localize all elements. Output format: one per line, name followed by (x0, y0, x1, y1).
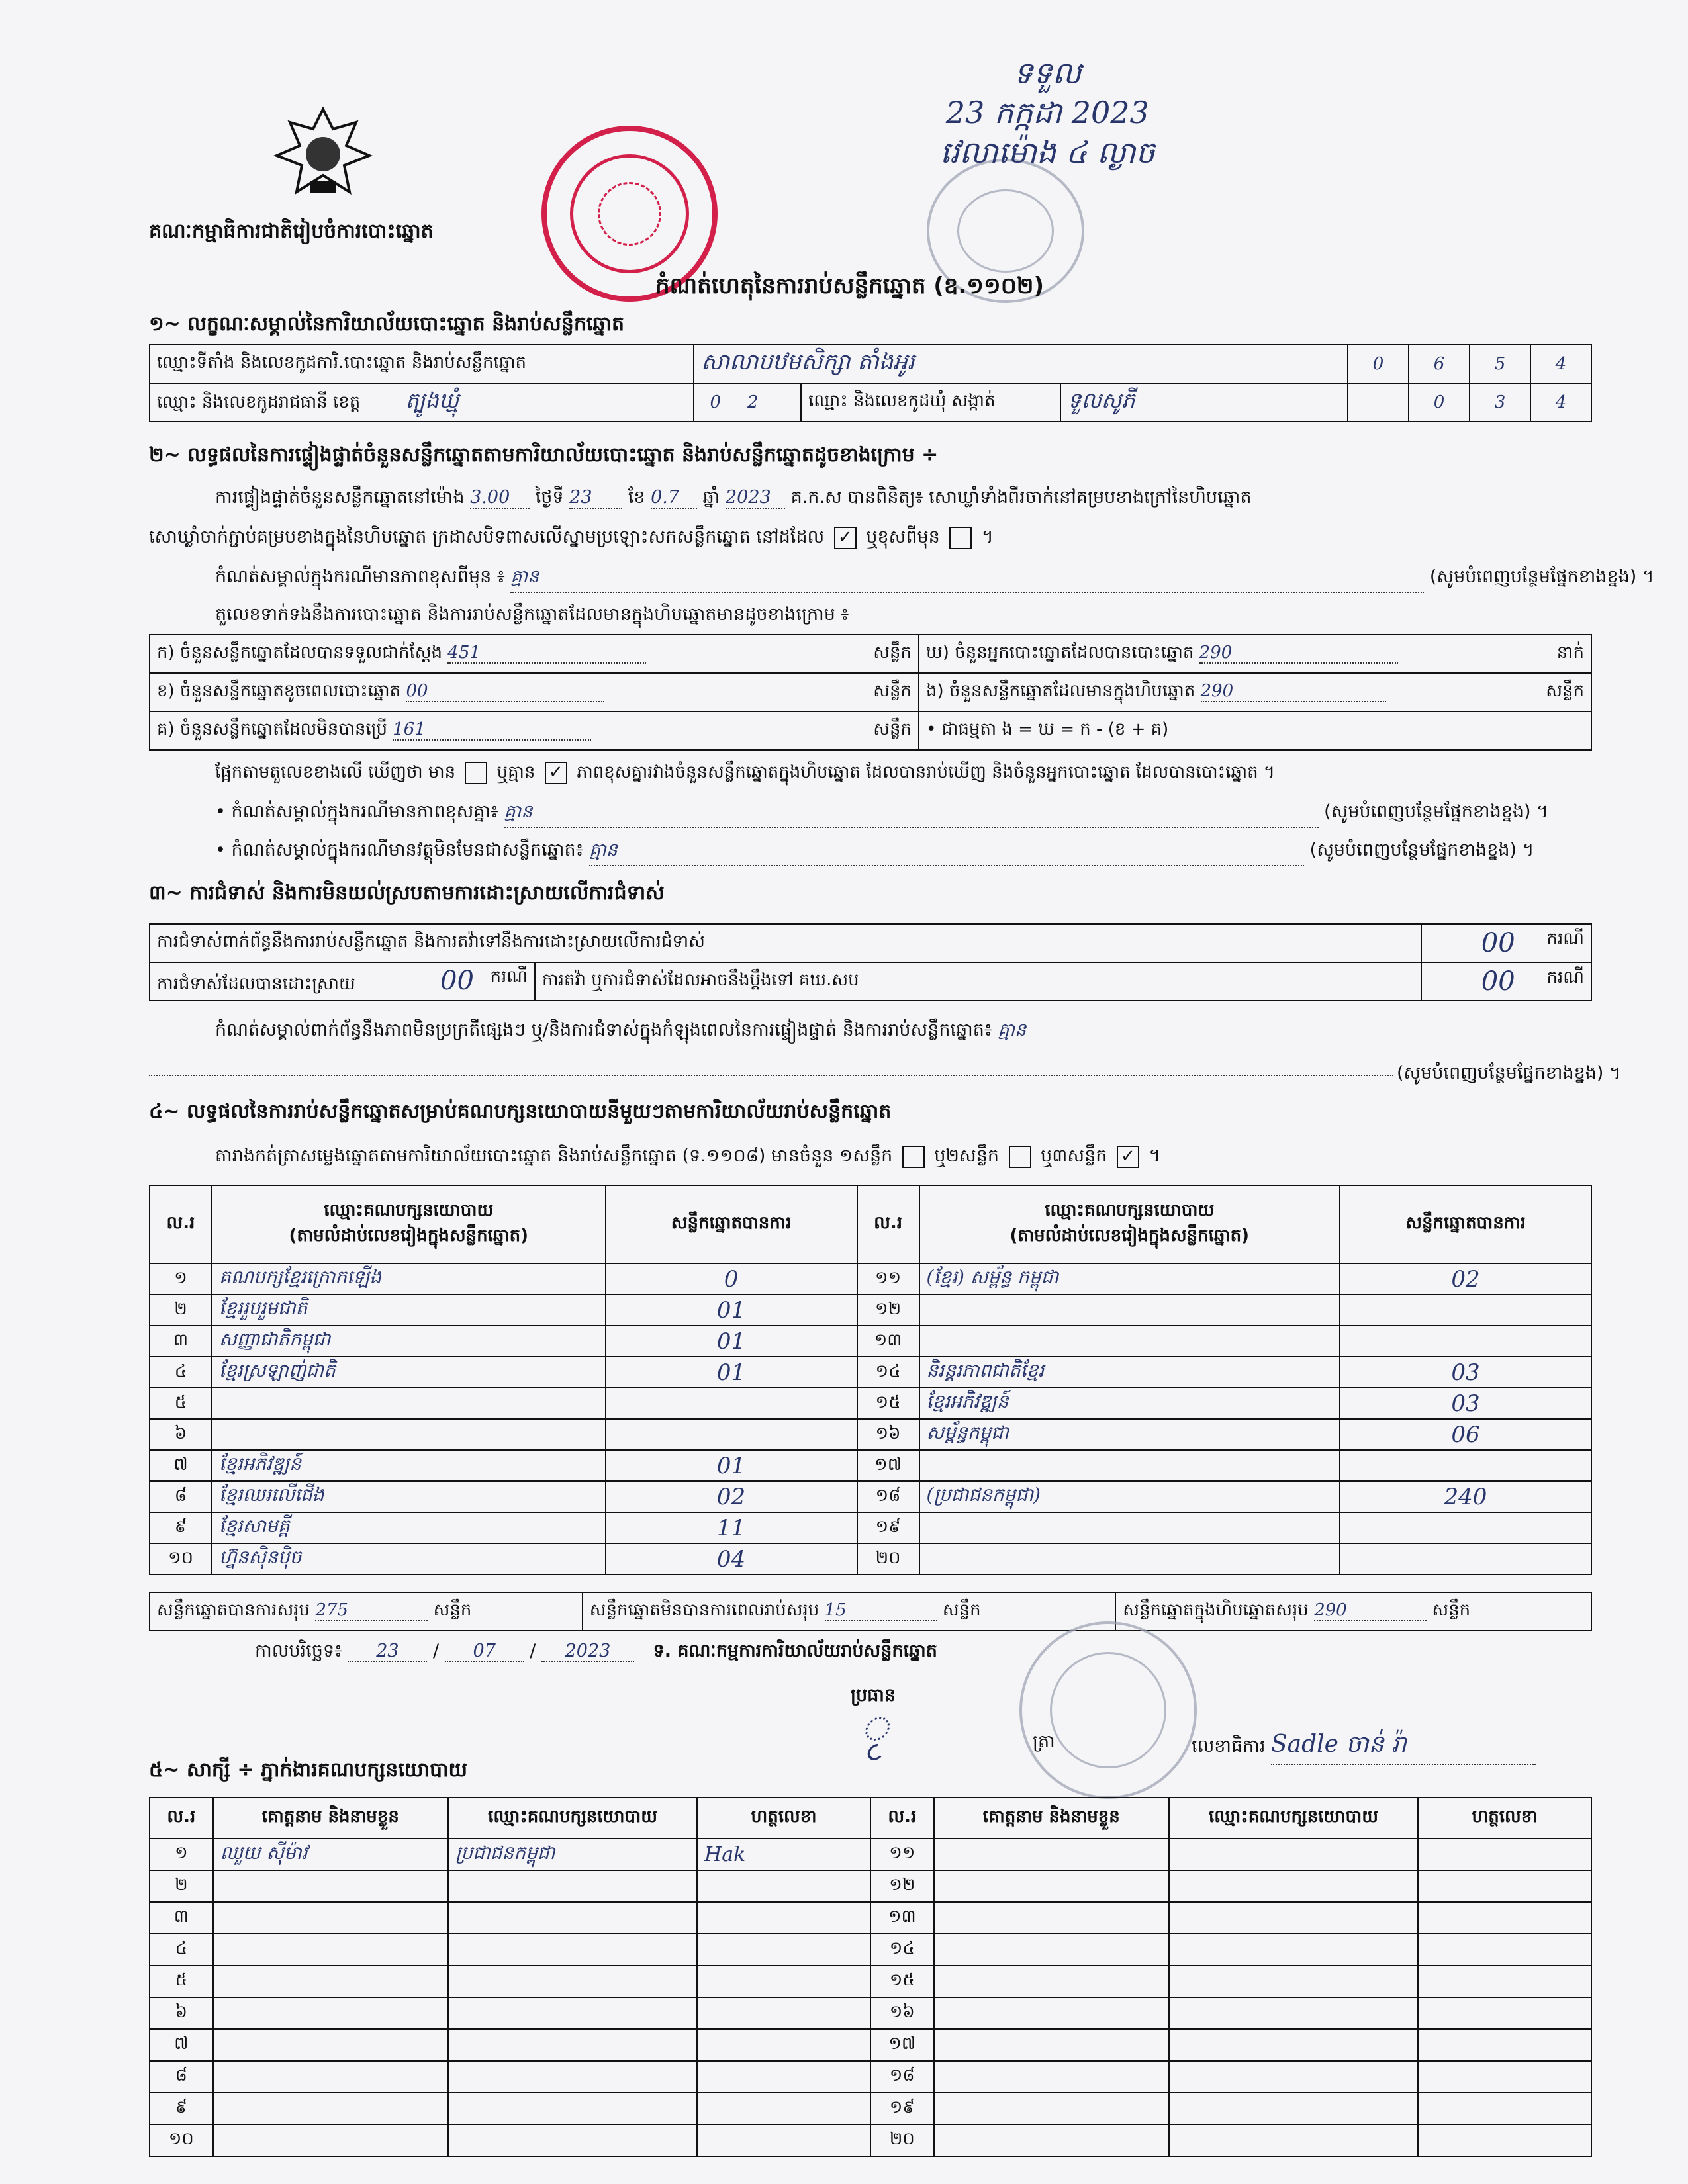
chair-label: ប្រធាន (851, 1685, 896, 1706)
day-value: 23 (569, 487, 622, 509)
formula-text: • ជាធម្មតា ង = ឃ = ក - (ខ + គ) (926, 719, 1169, 739)
row-no: ១៦ (857, 1419, 919, 1450)
witness-party (448, 1934, 697, 1966)
col-votes: សន្លឹកឆ្នោតបានការ (1340, 1185, 1591, 1263)
code-digit: 4 (1530, 345, 1591, 383)
discrepancy-note-value: គ្មាន (504, 801, 1319, 828)
vote-count (606, 1419, 857, 1450)
stamp-label: ត្រា (1033, 1731, 1055, 1752)
witness-party (1169, 2124, 1418, 2156)
emblem-logo (270, 103, 376, 202)
date-year: 2023 (541, 1641, 634, 1662)
section4-heading: ៤~ លទ្ធផលនៃការរាប់សន្លឹកឆ្នោតសម្រាប់គណបក្សនយោបាយនីមួយៗតាមការិយាល័យរាប់សន្លឹកឆ្នោត (149, 1100, 892, 1123)
code-digit: 4 (1530, 383, 1591, 422)
vote-count (1340, 1543, 1591, 1574)
irregularity-note: កំណត់សម្គាល់ពាក់ព័ន្ធនឹងភាពមិនប្រក្រតីផ្សេងៗ ឬ/និងការជំទាស់ក្នុងកំឡុងពេលនៃការផ្ទៀងផ្ទាត់ និងការរាប់សន្លឹកឆ្នោត៖ គ្មាន (215, 1020, 1027, 1040)
row-no: ៩ (150, 2093, 213, 2124)
party-name: ខ្មែរឈរលើជើង (212, 1481, 606, 1512)
objection-label: ការជំទាស់ពាក់ព័ន្ធនឹងការរាប់សន្លឹកឆ្នោត និងការតវ៉ាទៅនឹងការដោះស្រាយលើការជំទាស់ (150, 924, 1421, 962)
witness-party (448, 1902, 697, 1934)
witness-party (1169, 2093, 1418, 2124)
different-checkbox[interactable] (949, 527, 972, 549)
vote-count: 02 (606, 1481, 857, 1512)
tally-sheet-line: តារាងកត់ត្រាសម្លេងឆ្នោតតាមការិយាល័យបោះឆ្នោត និងរាប់សន្លឹកឆ្នោត (ទ.១១០៨) មានចំនួន ១សន្លឹក ឬ២សន្លឹក ឬ៣សន្លឹក ✓ ។ (215, 1145, 1160, 1171)
party-name (212, 1388, 606, 1419)
witness-signature (1418, 1870, 1591, 1902)
table-row (150, 1263, 1591, 1295)
witness-signature (697, 1966, 870, 1997)
vote-count (606, 1388, 857, 1419)
appeal-label: ការតវ៉ា ឬការជំទាស់ដែលអាចនឹងប្តឹងទៅ គឃ.សប (535, 962, 1421, 1001)
col-party: ឈ្មោះគណបក្សនយោបាយ (1169, 1797, 1418, 1839)
row-no: ៨ (150, 2061, 213, 2093)
vote-count: 11 (606, 1512, 857, 1543)
party-name: (ប្រជាជនកម្ពុជា) (919, 1481, 1340, 1512)
witness-name (934, 1997, 1169, 2029)
witness-name (213, 2093, 448, 2124)
witness-signature (697, 1870, 870, 1902)
dotted-line (149, 1059, 1393, 1076)
table-row (150, 1419, 1591, 1450)
appeal-count: 00 (1481, 966, 1515, 997)
row-no: ១១ (857, 1263, 919, 1295)
row-no: ១១ (870, 1839, 934, 1870)
witness-signature (697, 2124, 870, 2156)
figures-row: គ) ចំនួនសន្លឹកឆ្នោតដែលមិនបានប្រើ 161 សន្លឹក • ជាធម្មតា ង = ឃ = ក - (ខ + គ) (150, 711, 1591, 750)
party-name: និរន្តរភាពជាតិខ្មែរ (919, 1357, 1340, 1388)
table-row (150, 2093, 1591, 2124)
row-no: ៥ (150, 1966, 213, 1997)
date-day: 23 (348, 1641, 427, 1662)
row-no: ៤ (150, 1934, 213, 1966)
col-no: ល.រ (857, 1185, 919, 1263)
row-no: ១ (150, 1263, 212, 1295)
table-row (150, 1388, 1591, 1419)
received-ballots-value: 451 (447, 643, 646, 664)
table-row (150, 2124, 1591, 2156)
witness-signature (1418, 2061, 1591, 2093)
location-value: សាលាបឋមសិក្សា តាំងអូរ (694, 345, 1348, 383)
row-no: ១៩ (857, 1512, 919, 1543)
no-discrepancy-checkbox[interactable]: ✓ (545, 762, 567, 784)
witness-name (934, 2124, 1169, 2156)
row-no: ១២ (857, 1295, 919, 1326)
party-name: សម្ព័ន្ធកម្ពុជា (919, 1419, 1340, 1450)
code-digit: 3 (1470, 383, 1530, 422)
section3-heading: ៣~ ការជំទាស់ និងការមិនយល់ស្របតាមការដោះស្រាយលើការជំទាស់ (149, 882, 665, 905)
party-name: ខ្មែរស្រឡាញ់ជាតិ (212, 1357, 606, 1388)
col-sign: ហត្ថលេខា (697, 1797, 870, 1839)
chair-signature: ႂ (861, 1696, 890, 1751)
party-name: ខ្មែរអភិវឌ្ឍន៍ (919, 1388, 1340, 1419)
two-sheet-checkbox[interactable] (1009, 1146, 1031, 1168)
province-value: ត្បូងឃ្មុំ (405, 387, 459, 413)
year-value: 2023 (726, 487, 785, 509)
party-name (919, 1450, 1340, 1481)
witness-signature (1418, 1934, 1591, 1966)
time-value: 3.00 (470, 487, 530, 509)
witness-signature (1418, 2029, 1591, 2061)
witness-name (934, 1902, 1169, 1934)
unused-ballots-value: 161 (393, 719, 591, 741)
row-no: ១ (150, 1839, 213, 1870)
difference-note-value: គ្មាន (510, 566, 1424, 593)
party-name: (ខ្មែរ) សម្ព័ន្ធ កម្ពុជា (919, 1263, 1340, 1295)
has-discrepancy-checkbox[interactable] (465, 762, 487, 784)
witness-name (213, 1966, 448, 1997)
col-party: ឈ្មោះគណបក្សនយោបាយ (តាមលំដាប់លេខរៀងក្នុងសន្លឹកឆ្នោត) (919, 1185, 1340, 1263)
witness-party (1169, 1870, 1418, 1902)
row-no: ១៩ (870, 2093, 934, 2124)
row-no: ១៣ (870, 1902, 934, 1934)
witness-name (213, 2124, 448, 2156)
discrepancy-line: ផ្អែកតាមតួលេខខាងលើ ឃើញថា មាន ឬគ្មាន ✓ ភាពខុសគ្នារវាងចំនួនសន្លឹកឆ្នោតក្នុងហិបឆ្នោត ដែលបានរាប់ឃើញ និងចំនួនអ្នកបោះឆ្នោត ដែលបានបោះឆ្នោត ។ (215, 761, 1275, 786)
code-digit: 5 (1470, 345, 1530, 383)
row-no: ២ (150, 1295, 212, 1326)
table-row (150, 1481, 1591, 1512)
row-no: ២ (150, 1870, 213, 1902)
table-row (150, 1512, 1591, 1543)
objections-table: ការជំទាស់ពាក់ព័ន្ធនឹងការរាប់សន្លឹកឆ្នោត និងការតវ៉ាទៅនឹងការដោះស្រាយលើការជំទាស់ 00 ករណី ការជំទាស់ដែលបានដោះស្រាយ 00 ករណី ការតវ៉ា ឬការជំទាស់ដែលអាចនឹងប្តឹងទៅ គឃ.សប 00 ករណី (149, 923, 1592, 1001)
table-row (150, 2061, 1591, 2093)
row-no: ៧ (150, 2029, 213, 2061)
row-no: ១៨ (857, 1481, 919, 1512)
row-no: ៧ (150, 1450, 212, 1481)
witness-name (213, 1934, 448, 1966)
row-no: ៩ (150, 1512, 212, 1543)
table-row (150, 1543, 1591, 1574)
row-no: ១៧ (870, 2029, 934, 2061)
commune-value: ទួលសូភី (1060, 383, 1348, 422)
totals-table: សន្លឹកឆ្នោតបានការសរុប 275 សន្លឹក សន្លឹកឆ្នោតមិនបានការពេលរាប់សរុប 15 សន្លឹក សន្លឹកឆ្នោតក្នុងហិបឆ្នោតសរុប 290 សន្លឹក (149, 1592, 1592, 1631)
col-votes: សន្លឹកឆ្នោតបានការ (606, 1185, 857, 1263)
row-no: ២០ (870, 2124, 934, 2156)
date-month: 07 (445, 1641, 524, 1662)
row-no: ១៨ (870, 2061, 934, 2093)
code-blank (1348, 383, 1409, 422)
witness-signature (1418, 2093, 1591, 2124)
witness-name (934, 1870, 1169, 1902)
table-row (150, 1997, 1591, 2029)
vote-count: 01 (606, 1295, 857, 1326)
month-value: 0.7 (651, 487, 697, 509)
witness-signature (697, 2061, 870, 2093)
witness-party (1169, 1839, 1418, 1870)
witness-party (1169, 2029, 1418, 2061)
figures-table (149, 634, 1592, 751)
witness-table (149, 1797, 1592, 2157)
row-no: ១២ (870, 1870, 934, 1902)
difference-note: កំណត់សម្គាល់ក្នុងករណីមានភាពខុសពីមុន ៖ គ្មាន (សូមបំពេញបន្ថែមផ្នែកខាងខ្នង) ។ (215, 566, 1592, 593)
party-name: ខ្មែរអភិវឌ្ឍន៍ (212, 1450, 606, 1481)
figures-intro: តួលេខទាក់ទងនឹងការបោះឆ្នោត និងការរាប់សន្លឹកឆ្នោតដែលមានក្នុងហិបឆ្នោតមានដូចខាងក្រោម ៖ (215, 604, 849, 625)
objection-count: 00 (1481, 928, 1515, 958)
table-row (150, 1839, 1591, 1870)
witness-name (934, 1966, 1169, 1997)
discrepancy-note: • កំណត់សម្គាល់ក្នុងករណីមានភាពខុសគ្នា៖ គ្មាន (សូមបំពេញបន្ថែមផ្នែកខាងខ្នង) ។ (215, 801, 1548, 828)
vote-count: 02 (1340, 1263, 1591, 1295)
commune-label: ឈ្មោះ និងលេខកូដឃុំ សង្កាត់ (801, 383, 1060, 422)
table-row (150, 1934, 1591, 1966)
row-no: ១៥ (870, 1966, 934, 1997)
row-no: ១៤ (870, 1934, 934, 1966)
witness-party (1169, 1902, 1418, 1934)
witness-party (1169, 1966, 1418, 1997)
same-checkbox[interactable]: ✓ (834, 527, 857, 549)
witness-signature (697, 1934, 870, 1966)
table-row (150, 1966, 1591, 1997)
table-row (150, 1357, 1591, 1388)
row-no: ៦ (150, 1419, 212, 1450)
col-name: គោត្តនាម និងនាមខ្លួន (934, 1797, 1169, 1839)
witness-signature (1418, 1997, 1591, 2029)
table-row (150, 1326, 1591, 1357)
row-no: ៣ (150, 1326, 212, 1357)
table-row (150, 1295, 1591, 1326)
row-no: ១៥ (857, 1388, 919, 1419)
total-valid-value: 275 (315, 1600, 428, 1621)
date-line: កាលបរិច្ឆេទ៖ 23 / 07 / 2023 ទ. គណៈកម្មការការិយាល័យរាប់សន្លឹកឆ្នោត (255, 1641, 937, 1661)
witness-signature (1418, 1839, 1591, 1870)
section2-heading: ២~ លទ្ធផលនៃការផ្ទៀងផ្ទាត់ចំនួនសន្លឹកឆ្នោតតាមការិយាល័យបោះឆ្នោត និងរាប់សន្លឹកឆ្នោតដូចខាងក្រោម ÷ (149, 443, 939, 467)
party-name (919, 1512, 1340, 1543)
party-name (212, 1419, 606, 1450)
party-name (919, 1326, 1340, 1357)
table-row (150, 1870, 1591, 1902)
witness-party (1169, 2061, 1418, 2093)
province-label: ឈ្មោះ និងលេខកូដរាជធានី ខេត្ត ត្បូងឃ្មុំ (150, 383, 694, 422)
vote-count: 03 (1340, 1357, 1591, 1388)
figures-row: ក) ចំនួនសន្លឹកឆ្នោតដែលបានទទួលជាក់ស្តែង 451 សន្លឹក ឃ) ចំនួនអ្នកបោះឆ្នោតដែលបានបោះឆ្នោត 290 នាក់ (150, 635, 1591, 673)
party-name: សញ្ញាជាតិកម្ពុជា (212, 1326, 606, 1357)
col-no: ល.រ (150, 1797, 213, 1839)
table-row (150, 2029, 1591, 2061)
irregularity-note-value: គ្មាន (998, 1020, 1027, 1040)
vote-count: 01 (606, 1357, 857, 1388)
row-no: ១០ (150, 2124, 213, 2156)
vote-count: 01 (606, 1450, 857, 1481)
col-no: ល.រ (870, 1797, 934, 1839)
witness-party: ប្រជាជនកម្ពុជា (448, 1839, 697, 1870)
secretary-line: លេខាធិការ Sadle ចាន់ រ៉ា (1192, 1729, 1536, 1765)
row-no: ១៣ (857, 1326, 919, 1357)
vote-count (1340, 1512, 1591, 1543)
witness-signature (1418, 1966, 1591, 1997)
received-note: ទទួល 23 កក្កដា 2023 វេលាម៉ោង ៤ ល្ងាច (940, 55, 1155, 170)
witness-signature (1418, 1902, 1591, 1934)
witness-party (448, 2093, 697, 2124)
witness-signature (697, 1902, 870, 1934)
witness-party (448, 1870, 697, 1902)
code-digit: 6 (1409, 345, 1470, 383)
witness-party (1169, 1934, 1418, 1966)
row-no: ៦ (150, 1997, 213, 2029)
witness-name (934, 1934, 1169, 1966)
org-name: គណៈកម្មាធិការជាតិរៀបចំការបោះឆ្នោត (149, 220, 434, 243)
witness-signature (697, 1997, 870, 2029)
witness-name (934, 2093, 1169, 2124)
secretary-signature: Sadle ចាន់ រ៉ា (1271, 1729, 1536, 1765)
vote-count: 0 (606, 1263, 857, 1295)
three-sheet-checkbox[interactable]: ✓ (1117, 1146, 1139, 1168)
verification-line2: សោឃ្លាំចាក់ភ្ជាប់គម្របខាងក្នុងនៃហិបឆ្នោត ក្រដាសបិទពាសលើស្នាមប្រឡោះសកសន្លឹកឆ្នោត នៅដដែល ✓ ឬខុសពីមុន ។ (149, 526, 994, 552)
row-no: ៥ (150, 1388, 212, 1419)
foreign-object-note: • កំណត់សម្គាល់ក្នុងករណីមានវត្ថុមិនមែនជាសន្លឹកឆ្នោត៖ គ្មាន (សូមបំពេញបន្ថែមផ្នែកខាងខ្នង) ។ (215, 839, 1534, 866)
col-party: ឈ្មោះគណបក្សនយោបាយ (តាមលំដាប់លេខរៀងក្នុងសន្លឹកឆ្នោត) (212, 1185, 606, 1263)
code-digit: 0 (1348, 345, 1409, 383)
row-no: ៨ (150, 1481, 212, 1512)
row-no: ៣ (150, 1902, 213, 1934)
witness-signature (697, 2093, 870, 2124)
col-no: ល.រ (150, 1185, 212, 1263)
witness-name (213, 1997, 448, 2029)
spoiled-ballots-value: 00 (406, 681, 604, 702)
one-sheet-checkbox[interactable] (902, 1146, 925, 1168)
vote-count (1340, 1326, 1591, 1357)
witness-party (448, 2124, 697, 2156)
vote-count: 01 (606, 1326, 857, 1357)
committee-seal-stamp (1019, 1621, 1197, 1799)
location-label: ឈ្មោះទីតាំង និងលេខកូដការិ.បោះឆ្នោត និងរាប់សន្លឹកឆ្នោត (150, 345, 694, 383)
row-no: ១០ (150, 1543, 212, 1574)
col-sign: ហត្ថលេខា (1418, 1797, 1591, 1839)
col-name: គោត្តនាម និងនាមខ្លួន (213, 1797, 448, 1839)
verification-line1: ការផ្ទៀងផ្ទាត់ចំនួនសន្លឹកឆ្នោតនៅម៉ោង 3.00 ថ្ងៃទី 23 ខែ 0.7 ឆ្នាំ 2023 គ.ក.ស បានពិនិត្យ៖ សោឃ្លាំទាំងពីរចាក់នៅគម្របខាងក្រៅនៃហិបឆ្នោត (215, 487, 1252, 508)
total-invalid-value: 15 (825, 1600, 937, 1621)
witness-party (448, 1997, 697, 2029)
row-no: ១៧ (857, 1450, 919, 1481)
witness-name (934, 1839, 1169, 1870)
section1-heading: ១~ លក្ខណៈសម្គាល់នៃការិយាល័យបោះឆ្នោត និងរាប់សន្លឹកឆ្នោត (149, 312, 625, 336)
row-no: ១៤ (857, 1357, 919, 1388)
witness-name (213, 2029, 448, 2061)
witness-party (448, 1966, 697, 1997)
vote-count: 240 (1340, 1481, 1591, 1512)
section5-heading: ៥~ សាក្សី ÷ ភ្នាក់ងារគណបក្សនយោបាយ (149, 1758, 468, 1782)
foreign-object-note-value: គ្មាន (589, 839, 1304, 866)
witness-party (448, 2061, 697, 2093)
witness-signature: Hak (697, 1839, 870, 1870)
code-digit: 0 (1409, 383, 1470, 422)
vote-count: 06 (1340, 1419, 1591, 1450)
witness-party (448, 2029, 697, 2061)
party-name: ខ្មែរសាមគ្គី (212, 1512, 606, 1543)
results-table (149, 1185, 1592, 1575)
witness-name (213, 2061, 448, 2093)
party-name (919, 1295, 1340, 1326)
party-name: គណបក្សខ្មែរក្រោកឡើង (212, 1263, 606, 1295)
party-name: ហ្វ៊ុនស៊ិនប៉ិច (212, 1543, 606, 1574)
vote-count: 03 (1340, 1388, 1591, 1419)
row-no: ២០ (857, 1543, 919, 1574)
witness-name (934, 2029, 1169, 2061)
voters-voted-value: 290 (1199, 643, 1398, 664)
province-code: 02 (694, 383, 801, 422)
party-name: ខ្មែររួបរួមជាតិ (212, 1295, 606, 1326)
witness-name (213, 1902, 448, 1934)
witness-party (1169, 1997, 1418, 2029)
table-row (150, 1450, 1591, 1481)
fill-note: (សូមបំពេញបន្ថែមផ្នែកខាងខ្នង) ។ (1397, 1063, 1621, 1083)
resolved-label: ការជំទាស់ដែលបានដោះស្រាយ (157, 974, 355, 994)
section1-table (149, 344, 1592, 422)
witness-signature (1418, 2124, 1591, 2156)
total-box-value: 290 (1314, 1600, 1427, 1621)
col-party: ឈ្មោះគណបក្សនយោបាយ (448, 1797, 697, 1839)
witness-signature (697, 2029, 870, 2061)
party-name (919, 1543, 1340, 1574)
row-no: ៤ (150, 1357, 212, 1388)
witness-name: ឈួយ ស៊ីម៉ាវ (213, 1839, 448, 1870)
vote-count: 04 (606, 1543, 857, 1574)
vote-count (1340, 1450, 1591, 1481)
resolved-count: 00 (440, 965, 474, 996)
witness-name (934, 2061, 1169, 2093)
table-row (150, 1902, 1591, 1934)
vote-count (1340, 1295, 1591, 1326)
figures-row: ខ) ចំនួនសន្លឹកឆ្នោតខូចពេលបោះឆ្នោត 00 សន្លឹក ង) ចំនួនសន្លឹកឆ្នោតដែលមានក្នុងហិបឆ្នោត 290 សន្លឹក (150, 673, 1591, 711)
witness-name (213, 1870, 448, 1902)
page-title: កំណត់ហេតុនៃការរាប់សន្លឹកឆ្នោត (ឧ.១១០២) (655, 273, 1045, 299)
ballots-in-box-value: 290 (1201, 681, 1386, 702)
row-no: ១៦ (870, 1997, 934, 2029)
